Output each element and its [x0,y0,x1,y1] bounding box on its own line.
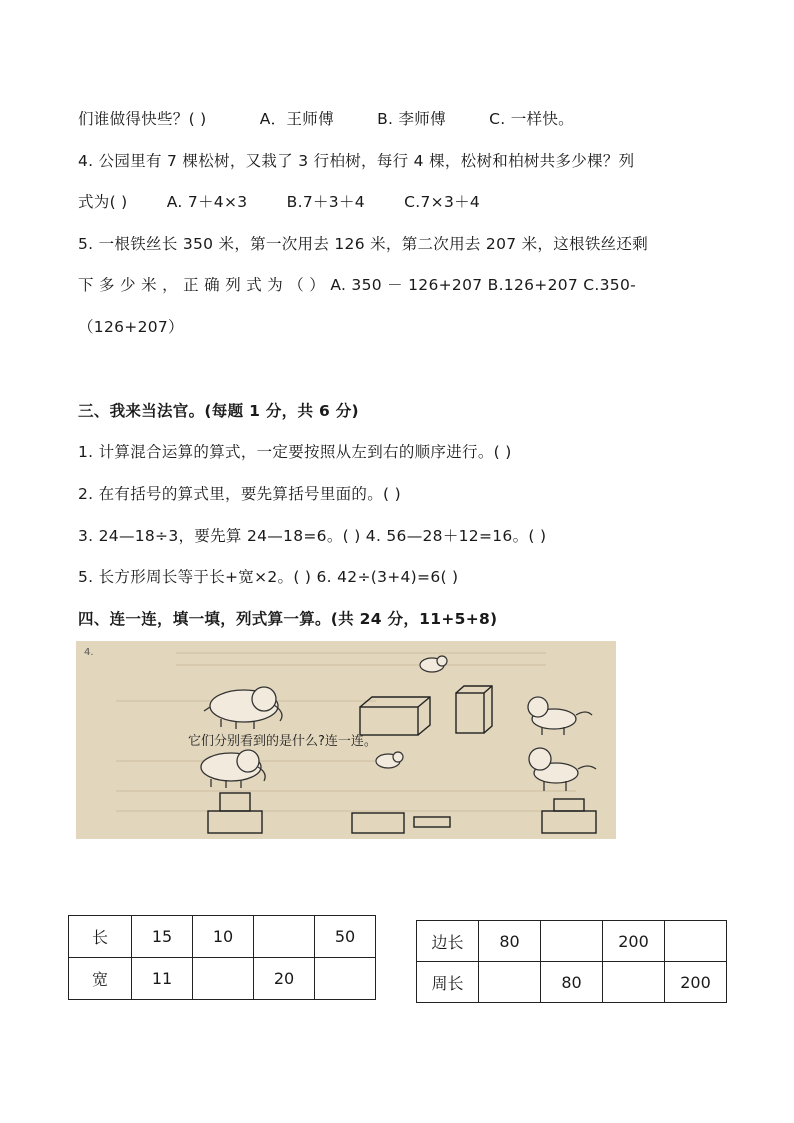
rectangle-table [68,915,376,1000]
table-row [417,962,727,1003]
section-3-item-1: 1. 计算混合运算的算式，一定要按照从左到右的顺序进行。( ) [78,443,512,461]
section-3-title: 三、我来当法官。(每题 1 分，共 6 分) [78,402,359,420]
option-b: B.7＋3＋4 [286,193,365,211]
section-3-item-2: 2. 在有括号的算式里，要先算括号里面的。( ) [78,485,401,503]
question-3-line [78,107,574,129]
table-cell: 200 [665,962,727,1003]
table-cell: 宽 [69,958,132,1000]
table-row [417,921,727,962]
table-cell [193,958,254,1000]
table-row [69,916,376,958]
option-c: C. 一样快。 [489,110,574,128]
section-3-item-5-6: 5. 长方形周长等于长+宽×2。( ) 6. 42÷(3+4)=6( ) [78,568,459,586]
option-a: A. 7＋4×3 [166,193,248,211]
section-4-title: 四、连一连，填一填，列式算一算。(共 24 分，11+5+8) [78,610,498,628]
question-4-line-2 [78,190,480,212]
table-cell [254,916,315,958]
question-5-line-3: （126+207） [78,318,184,336]
section-3-item-3-4: 3. 24—18÷3，要先算 24—18=6。( ) 4. 56—28＋12=16。( ) [78,527,547,545]
table-cell [479,962,541,1003]
table-cell: 20 [254,958,315,1000]
square-table [416,920,727,1003]
table-cell: 周长 [417,962,479,1003]
table-cell [541,921,603,962]
question-3-text: 们谁做得快些？( ) [78,110,207,128]
table-cell: 80 [479,921,541,962]
table-cell: 边长 [417,921,479,962]
question-4-line-1: 4. 公园里有 7 棵松树，又栽了 3 行柏树，每行 4 棵，松树和柏树共多少棵？列 [78,152,635,170]
table-cell: 50 [315,916,376,958]
option-c: C.7×3＋4 [404,193,481,211]
option-a: A．王师傅 [259,110,334,128]
table-cell [603,962,665,1003]
table-cell: 11 [132,958,193,1000]
table-cell: 长 [69,916,132,958]
table-cell: 200 [603,921,665,962]
table-row [69,958,376,1000]
table-cell: 15 [132,916,193,958]
table-cell: 10 [193,916,254,958]
question-5-line-2: 下 多 少 米 ， 正 确 列 式 为 （ ） A. 350 － 126+207 B.126+207 C.350- [78,276,637,294]
image-caption: 它们分别看到的是什么?连一连。 [188,734,377,749]
matching-illustration [76,641,616,839]
image-number-label: 4. [84,647,94,658]
option-b: B. 李师傅 [377,110,446,128]
table-cell [315,958,376,1000]
table-cell [665,921,727,962]
table-cell: 80 [541,962,603,1003]
question-4-prefix: 式为( ) [78,193,128,211]
question-5-line-1: 5. 一根铁丝长 350 米，第一次用去 126 米，第二次用去 207 米，这根铁丝还剩 [78,235,649,253]
